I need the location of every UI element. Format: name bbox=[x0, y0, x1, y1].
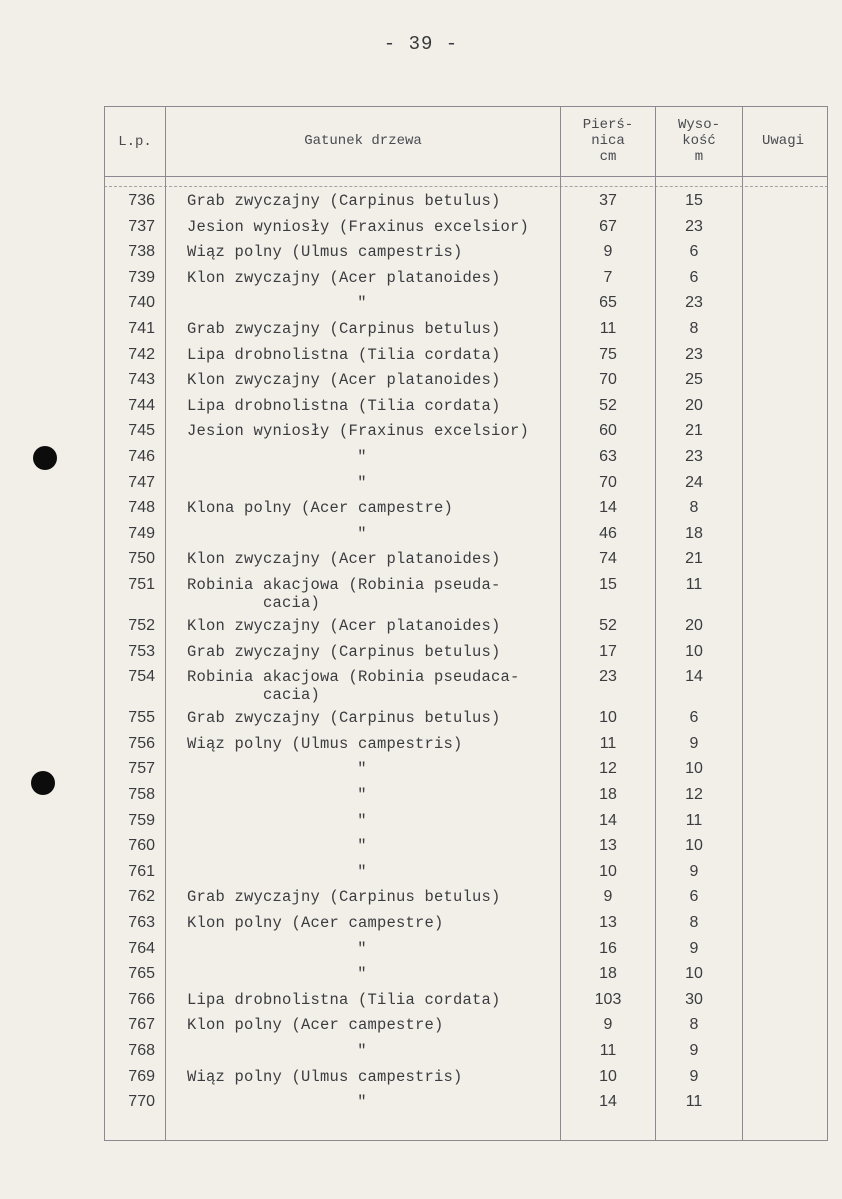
row-height: 10 bbox=[685, 760, 703, 778]
row-lp: 765 bbox=[128, 965, 155, 983]
row-lp: 759 bbox=[128, 811, 155, 829]
table-row bbox=[0, 1042, 842, 1068]
row-height: 6 bbox=[689, 888, 699, 906]
row-circumference: 52 bbox=[599, 396, 617, 414]
row-circumference: 67 bbox=[599, 217, 617, 235]
row-lp: 750 bbox=[128, 550, 155, 568]
row-lp: 769 bbox=[128, 1067, 155, 1085]
row-circumference: 14 bbox=[599, 1093, 617, 1111]
row-lp: 755 bbox=[128, 709, 155, 727]
table-row bbox=[0, 1093, 842, 1119]
row-circumference: 13 bbox=[599, 914, 617, 931]
table-row bbox=[0, 576, 842, 616]
row-height: 10 bbox=[685, 642, 703, 660]
table-row bbox=[0, 294, 842, 320]
row-height: 21 bbox=[685, 422, 703, 440]
table-row bbox=[0, 397, 842, 423]
header-height: Wyso- kość m bbox=[677, 117, 720, 165]
row-height: 10 bbox=[685, 837, 703, 855]
row-species: " bbox=[357, 965, 367, 984]
table-row bbox=[0, 371, 842, 397]
table-row bbox=[0, 668, 842, 708]
row-height: 6 bbox=[689, 268, 699, 286]
row-height: 23 bbox=[685, 217, 703, 235]
row-height: 23 bbox=[685, 448, 703, 465]
header-species: Gatunek drzewa bbox=[304, 133, 422, 149]
row-circumference: 37 bbox=[599, 192, 617, 209]
row-height: 18 bbox=[685, 524, 703, 542]
row-circumference: 11 bbox=[599, 320, 617, 337]
row-species: " bbox=[357, 524, 367, 543]
row-lp: 766 bbox=[128, 990, 155, 1008]
table-row bbox=[0, 1016, 842, 1042]
row-height: 12 bbox=[685, 786, 703, 803]
table-row bbox=[0, 888, 842, 914]
row-height: 30 bbox=[685, 990, 703, 1008]
table-row bbox=[0, 617, 842, 643]
row-height: 25 bbox=[685, 371, 703, 389]
row-species: Jesion wyniosły (Fraxinus excelsior) bbox=[187, 217, 530, 236]
row-species: Lipa drobnolistna (Tilia cordata) bbox=[187, 345, 501, 364]
row-species: " bbox=[357, 786, 367, 804]
table-row bbox=[0, 448, 842, 474]
row-species: Robinia akacjowa (Robinia pseuda- cacia) bbox=[187, 576, 501, 612]
row-species: " bbox=[357, 1093, 367, 1112]
row-circumference: 18 bbox=[599, 965, 617, 983]
row-circumference: 14 bbox=[599, 811, 617, 829]
row-height: 8 bbox=[689, 320, 699, 337]
row-lp: 764 bbox=[128, 939, 155, 957]
row-height: 11 bbox=[685, 576, 703, 593]
row-circumference: 63 bbox=[599, 448, 617, 465]
table-row bbox=[0, 991, 842, 1017]
page-number: - 39 - bbox=[383, 33, 459, 55]
row-circumference: 70 bbox=[599, 371, 617, 389]
row-circumference: 13 bbox=[599, 837, 617, 855]
row-species: Klona polny (Acer campestre) bbox=[187, 499, 454, 518]
row-lp: 747 bbox=[128, 473, 155, 491]
table-row bbox=[0, 965, 842, 991]
row-species: " bbox=[357, 837, 367, 856]
table-row bbox=[0, 863, 842, 889]
table-row bbox=[0, 474, 842, 500]
table-row bbox=[0, 320, 842, 346]
row-circumference: 18 bbox=[599, 786, 617, 803]
row-circumference: 9 bbox=[603, 243, 613, 261]
table-row bbox=[0, 735, 842, 761]
row-species: Grab zwyczajny (Carpinus betulus) bbox=[187, 888, 501, 907]
table-row bbox=[0, 243, 842, 269]
row-circumference: 10 bbox=[599, 1067, 617, 1085]
table-row bbox=[0, 550, 842, 576]
row-lp: 767 bbox=[128, 1016, 155, 1034]
table-row bbox=[0, 525, 842, 551]
row-species: Wiąz polny (Ulmus campestris) bbox=[187, 734, 463, 753]
row-height: 21 bbox=[685, 550, 703, 568]
row-height: 9 bbox=[689, 939, 699, 957]
row-height: 14 bbox=[685, 668, 703, 686]
row-circumference: 60 bbox=[599, 422, 617, 440]
row-lp: 740 bbox=[128, 294, 155, 312]
table-row bbox=[0, 812, 842, 838]
row-lp: 758 bbox=[128, 786, 155, 803]
row-circumference: 15 bbox=[599, 576, 617, 593]
header-lp: L.p. bbox=[118, 134, 152, 150]
header-notes: Uwagi bbox=[761, 133, 804, 149]
row-lp: 743 bbox=[128, 371, 155, 389]
row-lp: 746 bbox=[128, 448, 155, 465]
row-species: Wiąz polny (Ulmus campestris) bbox=[187, 1067, 463, 1086]
row-circumference: 7 bbox=[603, 268, 613, 286]
table-row bbox=[0, 760, 842, 786]
row-species: Klon polny (Acer campestre) bbox=[187, 914, 444, 932]
row-lp: 761 bbox=[128, 862, 155, 880]
row-lp: 760 bbox=[128, 837, 155, 855]
row-species: " bbox=[357, 448, 367, 466]
row-species: Lipa drobnolistna (Tilia cordata) bbox=[187, 396, 501, 415]
row-lp: 752 bbox=[128, 617, 155, 634]
row-height: 9 bbox=[689, 862, 699, 880]
row-lp: 753 bbox=[128, 642, 155, 660]
row-circumference: 11 bbox=[599, 1042, 617, 1059]
row-circumference: 11 bbox=[599, 734, 617, 752]
row-lp: 762 bbox=[128, 888, 155, 906]
table-row bbox=[0, 218, 842, 244]
row-species: Klon zwyczajny (Acer platanoides) bbox=[187, 268, 501, 287]
row-species: Grab zwyczajny (Carpinus betulus) bbox=[187, 709, 501, 728]
row-circumference: 14 bbox=[599, 499, 617, 517]
row-height: 23 bbox=[685, 345, 703, 363]
row-species: Lipa drobnolistna (Tilia cordata) bbox=[187, 990, 501, 1009]
row-species: Robinia akacjowa (Robinia pseudaca- cacia) bbox=[187, 668, 520, 705]
row-circumference: 70 bbox=[599, 473, 617, 491]
row-species: " bbox=[357, 294, 367, 313]
row-species: " bbox=[357, 760, 367, 779]
table-row bbox=[0, 709, 842, 735]
row-circumference: 74 bbox=[599, 550, 617, 568]
row-height: 15 bbox=[685, 192, 703, 209]
row-species: Grab zwyczajny (Carpinus betulus) bbox=[187, 642, 501, 661]
row-species: Grab zwyczajny (Carpinus betulus) bbox=[187, 320, 501, 338]
row-height: 6 bbox=[689, 709, 699, 727]
row-height: 6 bbox=[689, 243, 699, 261]
row-species: " bbox=[357, 939, 367, 958]
row-lp: 751 bbox=[128, 576, 155, 593]
table-row bbox=[0, 422, 842, 448]
row-lp: 768 bbox=[128, 1042, 155, 1059]
row-height: 23 bbox=[685, 294, 703, 312]
row-lp: 748 bbox=[128, 499, 155, 517]
header-circumference: Pierś- nica cm bbox=[582, 117, 634, 165]
row-species: Grab zwyczajny (Carpinus betulus) bbox=[187, 192, 501, 210]
row-circumference: 52 bbox=[599, 617, 617, 634]
table-row bbox=[0, 940, 842, 966]
row-circumference: 46 bbox=[599, 524, 617, 542]
row-lp: 763 bbox=[128, 914, 155, 931]
table-row bbox=[0, 786, 842, 812]
row-species: Klon zwyczajny (Acer platanoides) bbox=[187, 617, 501, 635]
row-height: 20 bbox=[685, 396, 703, 414]
row-lp: 756 bbox=[128, 734, 155, 752]
table-row bbox=[0, 346, 842, 372]
row-lp: 738 bbox=[128, 243, 155, 261]
row-circumference: 23 bbox=[599, 668, 617, 686]
table-row bbox=[0, 643, 842, 669]
row-circumference: 16 bbox=[599, 939, 617, 957]
row-height: 8 bbox=[689, 914, 699, 931]
row-species: " bbox=[357, 473, 367, 492]
row-circumference: 65 bbox=[599, 294, 617, 312]
row-circumference: 10 bbox=[599, 862, 617, 880]
table-row bbox=[0, 914, 842, 940]
row-height: 9 bbox=[689, 734, 699, 752]
row-lp: 736 bbox=[128, 192, 155, 209]
row-circumference: 9 bbox=[603, 888, 613, 906]
row-species: Wiąz polny (Ulmus campestris) bbox=[187, 243, 463, 262]
table-row bbox=[0, 1068, 842, 1094]
row-height: 8 bbox=[689, 1016, 699, 1034]
row-lp: 749 bbox=[128, 524, 155, 542]
row-species: " bbox=[357, 1042, 367, 1060]
row-height: 8 bbox=[689, 499, 699, 517]
table-row bbox=[0, 192, 842, 218]
table-row bbox=[0, 499, 842, 525]
row-circumference: 75 bbox=[599, 345, 617, 363]
row-lp: 745 bbox=[128, 422, 155, 440]
row-height: 11 bbox=[685, 811, 703, 829]
row-lp: 741 bbox=[128, 320, 155, 337]
row-lp: 742 bbox=[128, 345, 155, 363]
row-height: 9 bbox=[689, 1067, 699, 1085]
row-height: 9 bbox=[689, 1042, 699, 1059]
row-circumference: 103 bbox=[594, 990, 622, 1008]
row-species: " bbox=[357, 862, 367, 881]
row-lp: 737 bbox=[128, 217, 155, 235]
row-circumference: 12 bbox=[599, 760, 617, 778]
row-lp: 770 bbox=[128, 1093, 155, 1111]
row-species: Klon zwyczajny (Acer platanoides) bbox=[187, 550, 501, 569]
row-height: 11 bbox=[685, 1093, 703, 1111]
table-row bbox=[0, 837, 842, 863]
row-height: 24 bbox=[685, 473, 703, 491]
row-species: " bbox=[357, 811, 367, 830]
table-row bbox=[0, 269, 842, 295]
row-species: Klon polny (Acer campestre) bbox=[187, 1016, 444, 1035]
row-height: 20 bbox=[685, 617, 703, 634]
row-lp: 744 bbox=[128, 396, 155, 414]
row-species: Klon zwyczajny (Acer platanoides) bbox=[187, 371, 501, 390]
row-lp: 739 bbox=[128, 268, 155, 286]
row-species: Jesion wyniosły (Fraxinus excelsior) bbox=[187, 422, 530, 441]
row-lp: 754 bbox=[128, 668, 155, 686]
row-circumference: 17 bbox=[599, 642, 617, 660]
row-height: 10 bbox=[685, 965, 703, 983]
row-circumference: 10 bbox=[599, 709, 617, 727]
row-lp: 757 bbox=[128, 760, 155, 778]
row-circumference: 9 bbox=[603, 1016, 613, 1034]
